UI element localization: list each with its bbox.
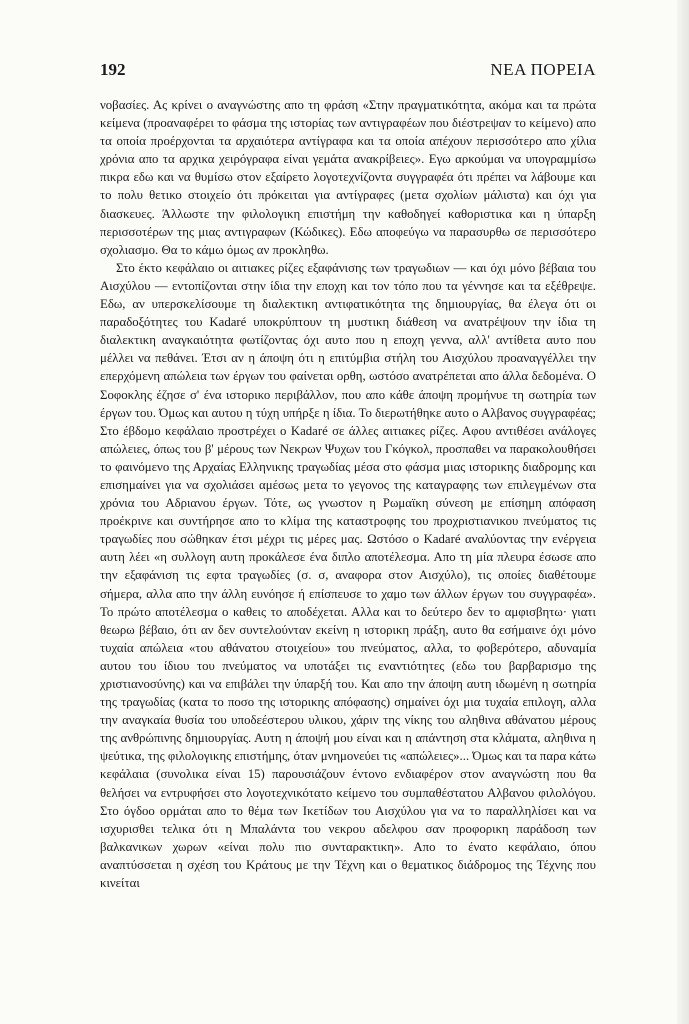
page-edge-shadow: [677, 0, 689, 1024]
page-header: [100, 60, 596, 82]
running-title: ΝΕΑ ΠΟΡΕΙΑ: [490, 60, 596, 79]
page-number: 192: [100, 60, 126, 79]
body-text: [100, 96, 596, 892]
paragraph-sixth-chapter: Στο έκτο κεφάλαιο οι αιτιακες ρίζες εξαφάνισης των τραγωδιων — και όχι μόνο βέβαια του Αισχύλου — εντοπίζονται στην ίδια την εποχη και τον τόπο που τα γέννησε και τα εξέθρεψε. Εδω, αν υπερσκελίσουμε τη διαλεκτικη αντιφατικότητα της δημιουργίας, θα έλεγα ότι οι παραδοξότητες του Kadaré υποκρύπτουν τη μυστικη διάθεση να ανατρέψουν την ίδια τη διαλεκτικη αναγκαιότητα φωτίζοντας όχι αυτο που η εποχη γεννα, αλλ' αντίθετα αυτο που μέλλει να πεθάνει. Έτσι αν η άποψη ότι η επιτύμβια στήλη του Αισχύλου προαναγγέλλει την επερχόμενη απώλεια των έργων του φαίνεται ορθη, ωστόσο ανατρέπεται απο άλλα δεδομένα. Ο Σοφοκλης έζησε σ' ένα ιστορικο περιβάλλον, που απο κάθε άποψη προμήνυε τη σωτηρία των έργων του. Όμως και αυτου η τύχη υπήρξε η ίδια. Το διερωτήθηκε αυτο ο Αλβανος συγγραφέας; Στο έβδομο κεφάλαιο προστρέχει ο Kadaré σε άλλες αιτιακες ρίζες. Αφου αντιθέσει ανάλογες απώλειες, όπως του β' μέρους των Νεκρων Ψυχων του Γκόγκολ, προσπαθει να παρακολουθήσει το φαινόμενο της Αρχαίας Ελληνικης τραγωδίας μέσα στο φάσμα μιας ιστορικης διαδρομης και επισημαίνει για να σχολιάσει αμέσως μετα το γεγονος της καταγραφης των επιλεγμένων στα χρόνια του Αδριανου έργων. Τότε, ως γνωστον η Ρωμαϊκη σύνεση με επίσημη απόφαση προέκρινε και συντήρησε απο το κλίμα της καταστροφης του προχριστιανικου πνεύματος τις τραγωδίες που σώθηκαν έτσι μέχρι τις μέρες μας. Ωστόσο ο Kadaré αναλύοντας την ενέργεια αυτη λέει «η συλλογη αυτη προκάλεσε ένα διπλο αποτέλεσμα. Απο τη μία πλευρα έσωσε απο την εξαφάνιση τις εφτα τραγωδίες (σ. σ, αναφορα στον Αισχύλο), τις οποίες διαθέτουμε σήμερα, αλλα απο την άλλη ευνόησε ή επίσπευσε το χαμο των άλλων έργων του συγγραφέα». Το πρώτο αποτέλεσμα ο καθεις το αποδέχεται. Αλλα και το δεύτερο δεν το αμφισβητω· γιατι θεωρω βέβαιο, ότι αν δεν συντελούνταν εκείνη η ιστορικη πράξη, αυτο θα εσήμαινε όχι μόνο τυχαία απώλεια «του αθάνατου στοιχείου» του πνεύματος, αλλα, το φοβερότερο, αδυναμία αυτου του ίδιου του πνεύματος να υποτάξει τις εναντιότητες (εδω του βαρβαρισμο της χριστιανοσύνης) και να επιβάλει την ύπαρξή του. Και απο την άποψη αυτη ιδωμένη η σωτηρία της τραγωδίας (κατα το ποσο της ιστορικης απόφασης) σημαίνει όχι μια τυχαία επιλογη, αλλα την αναγκαία θυσία του υποδεέστερου υλικου, χάριν της νίκης του αληθινα αθάνατου μέρους της ανθρώπινης δημιουργίας. Αυτη η άποψή μου είναι και η απάντηση στα κλάματα, αληθινα η ψεύτικα, της φιλολογικης επιστήμης, όταν μνημονεύει τις «απώλειες»... Όμως και τα παρα κάτω κεφάλαια (συνολικα είναι 15) παρουσιάζουν έντονο ενδιαφέρον στον αναγνώστη που θα θελήσει να εντρυφήσει στο λογοτεχνικότατο κείμενο του συμπαθέστατου Αλβανου φιλολόγου. Στο όγδοο ορμάται απο το θέμα των Ικετίδων του Αισχύλου για να το παραλληλίσει και να ισχυρισθει τελικα ότι η Μπαλάντα του νεκρου αδελφου σαν προφορικη παράδοση των βαλκανικων χωρων «είναι πολυ πιο συνταρακτικη». Απο το ένατο κεφάλαιο, όπου αναπτύσσεται η σχέση του Κράτους με την Τέχνη και ο θεματικος διάδρομος της Τέχνης που κινείται: [100, 260, 596, 891]
paragraph-continuation: νοβασίες. Ας κρίνει ο αναγνώστης απο τη φράση «Στην πραγματικότητα, ακόμα και τα πρώτα κείμενα (προαναφέρει το φάσμα της ιστορίας των αντιγραφέων που διέστρεψαν το κείμενο) απο τα οποία προέρχονται τα αρχαιότερα αντίγραφα και τα οποία απέχουν περισσότερο απο χίλια χρόνια απο τα αρχικα χειρόγραφα είναι γεμάτα ανακρίβειες». Εγω αρκούμαι να υπογραμμίσω πικρα εδω και να θυμίσω στον εξαίρετο λογοτεχνίζοντα συγγραφέα ότι πρέπει να λάβουμε και το πολυ θετικο στοιχείο ότι πρόκειται για αντίγραφες (μετα σχολίων μάλιστα) και όχι για διασκευες. Άλλωστε την φιλολογικη επιστήμη την καθοδηγεί καθοριστικα και η ύπαρξη περισσοτέρων της μιας αντιγραφων (Κώδικες). Εδω αποφεύγω να παρασυρθω σε περισσότερο σχολιασμο. Θα το κάμω όμως αν προκληθω.: [100, 98, 596, 257]
